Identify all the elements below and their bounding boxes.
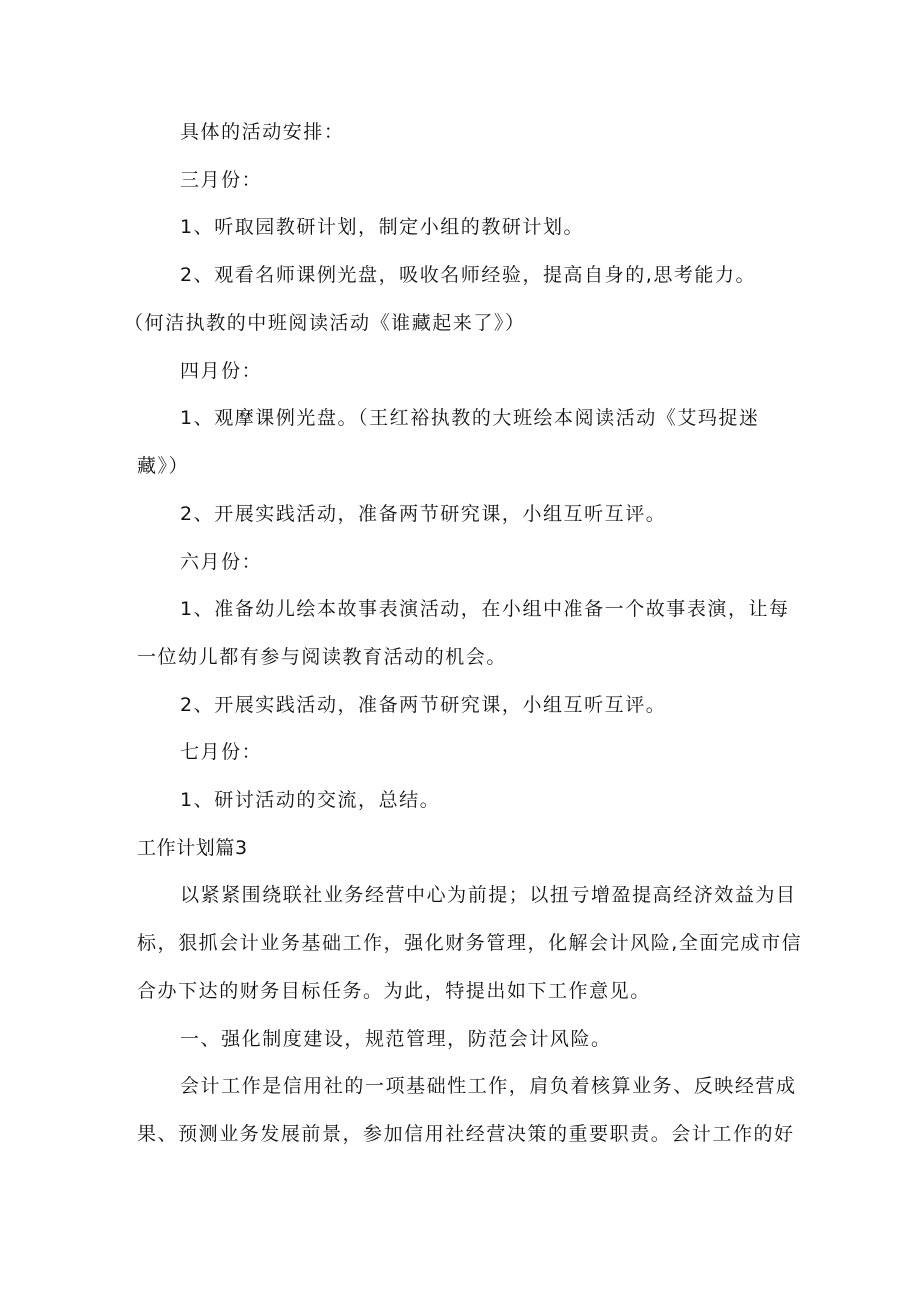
text-line: 一、强化制度建设，规范管理，防范会计风险。 [180, 1028, 612, 1050]
text-line: 2、开展实践活动，准备两节研究课，小组互听互评。 [180, 503, 667, 525]
section-heading-june: 六月份： [180, 551, 263, 573]
text-line: 2、观看名师课例光盘，吸收名师经验，提高自身的,思考能力。 [180, 264, 757, 286]
section-heading-march: 三月份： [180, 169, 263, 191]
text-line: 会计工作是信用社的一项基础性工作，肩负着核算业务、反映经营成 [180, 1075, 797, 1097]
text-line: 2、开展实践活动，准备两节研究课，小组互听互评。 [180, 694, 667, 716]
text-line: 一位幼儿都有参与阅读教育活动的机会。 [137, 646, 507, 668]
text-line: 标，狠抓会计业务基础工作，强化财务管理，化解会计风险,全面完成市信 [137, 932, 803, 954]
section-title: 工作计划篇3 [137, 837, 248, 859]
text-line: 以紧紧围绕联社业务经营中心为前提；以扭亏增盈提高经济效益为目 [180, 884, 797, 906]
text-line: 1、观摩课例光盘。（王红裕执教的大班绘本阅读活动《艾玛捉迷 [180, 407, 760, 429]
text-line: 合办下达的财务目标任务。为此，特提出如下工作意见。 [137, 980, 651, 1002]
text-line: （何洁执教的中班阅读活动《谁藏起来了》） [124, 312, 526, 334]
section-heading-april: 四月份： [180, 360, 263, 382]
text-line: 1、准备幼儿绘本故事表演活动，在小组中准备一个故事表演，让每 [180, 598, 790, 620]
text-line: 1、研讨活动的交流，总结。 [180, 789, 441, 811]
text-line: 具体的活动安排： [180, 121, 345, 143]
text-line: 果、预测业务发展前景，参加信用社经营决策的重要职责。会计工作的好 [137, 1123, 795, 1145]
text-line: 1、听取园教研计划，制定小组的教研计划。 [180, 216, 585, 238]
text-line: 藏》） [137, 455, 190, 477]
section-heading-july: 七月份： [180, 741, 263, 763]
